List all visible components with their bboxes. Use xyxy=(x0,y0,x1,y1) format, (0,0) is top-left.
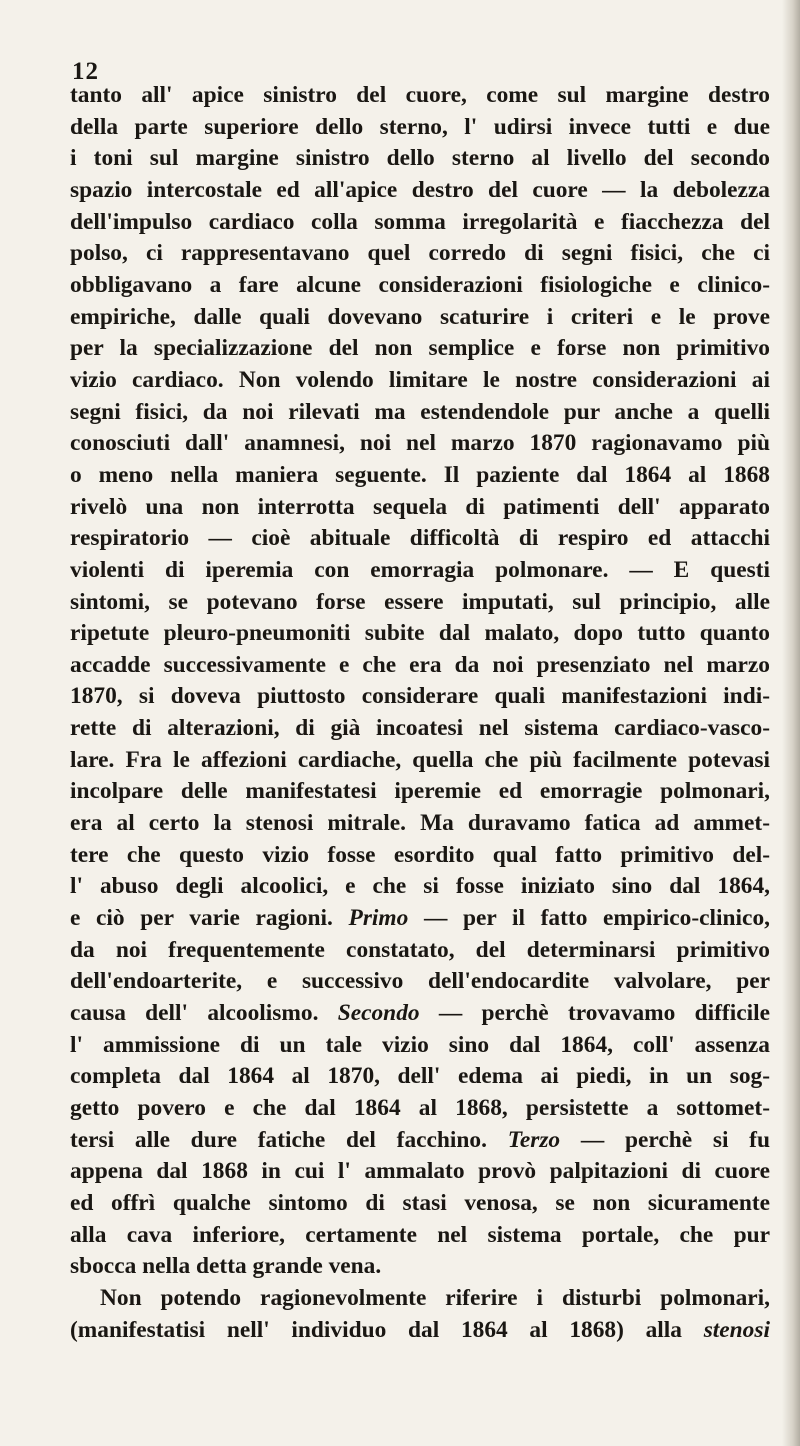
text-line xyxy=(70,903,770,935)
text-line: Non potendo ragionevolmente riferire i disturbi polmonari, xyxy=(100,1284,770,1311)
text-line: spazio intercostale ed all'apice destro del cuore — la debolezza xyxy=(70,176,770,203)
text-line: ed offrì qualche sintomo di stasi venosa, se non sicuramente xyxy=(70,1189,770,1216)
text-line: completa dal 1864 al 1870, dell' edema ai piedi, in un sog- xyxy=(70,1063,770,1090)
text-line: segni fisici, da noi rilevati ma estendendole pur anche a quelli xyxy=(70,398,770,425)
text-segment: — perchè trovavamo difficile xyxy=(438,1000,770,1027)
text-line: incolpare delle manifestatesi iperemie ed emorragie polmonari, xyxy=(70,778,770,805)
text-line: era al certo la stenosi mitrale. Ma duravamo fatica ad ammet- xyxy=(70,810,770,837)
text-line: obbligavano a fare alcune considerazioni fisiologiche e clinico- xyxy=(70,271,770,298)
text-line: dell'impulso cardiaco colla somma irregolarità e fiacchezza del xyxy=(70,208,770,235)
text-segment: e ciò per varie ragioni. xyxy=(70,905,333,932)
page-edge-shadow xyxy=(782,0,800,1446)
text-line xyxy=(70,1125,770,1157)
text-line: dell'endoarterite, e successivo dell'endocardite valvolare, per xyxy=(70,968,770,995)
text-line: sbocca nella detta grande vena. xyxy=(70,1253,382,1280)
text-line: rette di alterazioni, di già incoatesi nel sistema cardiaco-vasco- xyxy=(70,715,770,742)
text-line: respiratorio — cioè abituale difficoltà di respiro ed attacchi xyxy=(70,525,770,552)
text-line: accadde successivamente e che era da noi presenziato nel marzo xyxy=(70,651,770,678)
page-number: 12 xyxy=(72,58,99,85)
text-line: ripetute pleuro-pneumoniti subite dal malato, dopo tutto quanto xyxy=(70,620,770,647)
body-text xyxy=(70,80,770,1346)
text-line: 1870, si doveva piuttosto considerare quali manifestazioni indi- xyxy=(70,683,770,710)
text-line: per la specializzazione del non semplice e forse non primitivo xyxy=(70,335,770,362)
text-segment: (manifestatisi nell' individuo dal 1864 al 1868) alla xyxy=(70,1316,682,1343)
text-line: tere che questo vizio fosse esordito qual fatto primitivo del- xyxy=(70,841,770,868)
text-line xyxy=(70,1315,770,1347)
italic-term-stenosi: stenosi xyxy=(703,1316,770,1343)
text-line: polso, ci rappresentavano quel corredo di segni fisici, che ci xyxy=(70,240,770,267)
italic-term-terzo: Terzo xyxy=(507,1126,561,1153)
text-line: i toni sul margine sinistro dello sterno al livello del secondo xyxy=(70,145,770,172)
text-line: rivelò una non interrotta sequela di patimenti dell' apparato xyxy=(70,493,770,520)
text-segment: — per il fatto empirico-clinico, xyxy=(423,905,770,932)
italic-term-primo: Primo xyxy=(348,905,409,932)
text-line: conosciuti dall' anamnesi, noi nel marzo 1870 ragionavamo più xyxy=(70,430,770,457)
text-line xyxy=(70,998,770,1030)
text-line: getto povero e che dal 1864 al 1868, persistette a sottomet- xyxy=(70,1095,770,1121)
text-segment: tersi alle dure fatiche del facchino. xyxy=(70,1126,487,1153)
text-line: tanto all' apice sinistro del cuore, come sul margine destro xyxy=(70,82,770,108)
text-line: o meno nella maniera seguente. Il paziente dal 1864 al 1868 xyxy=(70,461,770,488)
text-line: empiriche, dalle quali dovevano scaturire i criteri e le prove xyxy=(70,303,770,330)
text-line: alla cava inferiore, certamente nel sistema portale, che pur xyxy=(70,1221,770,1248)
text-line: appena dal 1868 in cui l' ammalato provò palpitazioni di cuore xyxy=(70,1158,770,1185)
text-line: l' ammissione di un tale vizio sino dal 1864, coll' assenza xyxy=(70,1031,770,1058)
text-line: vizio cardiaco. Non volendo limitare le nostre considerazioni ai xyxy=(70,366,770,393)
text-line: da noi frequentemente constatato, del determinarsi primitivo xyxy=(70,936,770,963)
text-line: l' abuso degli alcoolici, e che si fosse iniziato sino dal 1864, xyxy=(70,873,770,900)
italic-term-secondo: Secondo xyxy=(337,1000,420,1027)
text-line: sintomi, se potevano forse essere imputati, sul principio, alle xyxy=(70,588,770,615)
text-line: della parte superiore dello sterno, l' udirsi invece tutti e due xyxy=(70,113,770,140)
text-segment: — perchè si fu xyxy=(580,1126,770,1153)
text-segment: causa dell' alcoolismo. xyxy=(70,1000,319,1027)
text-line: violenti di iperemia con emorragia polmonare. — E questi xyxy=(70,556,770,583)
text-line: lare. Fra le affezioni cardiache, quella che più facilmente potevasi xyxy=(70,746,770,773)
